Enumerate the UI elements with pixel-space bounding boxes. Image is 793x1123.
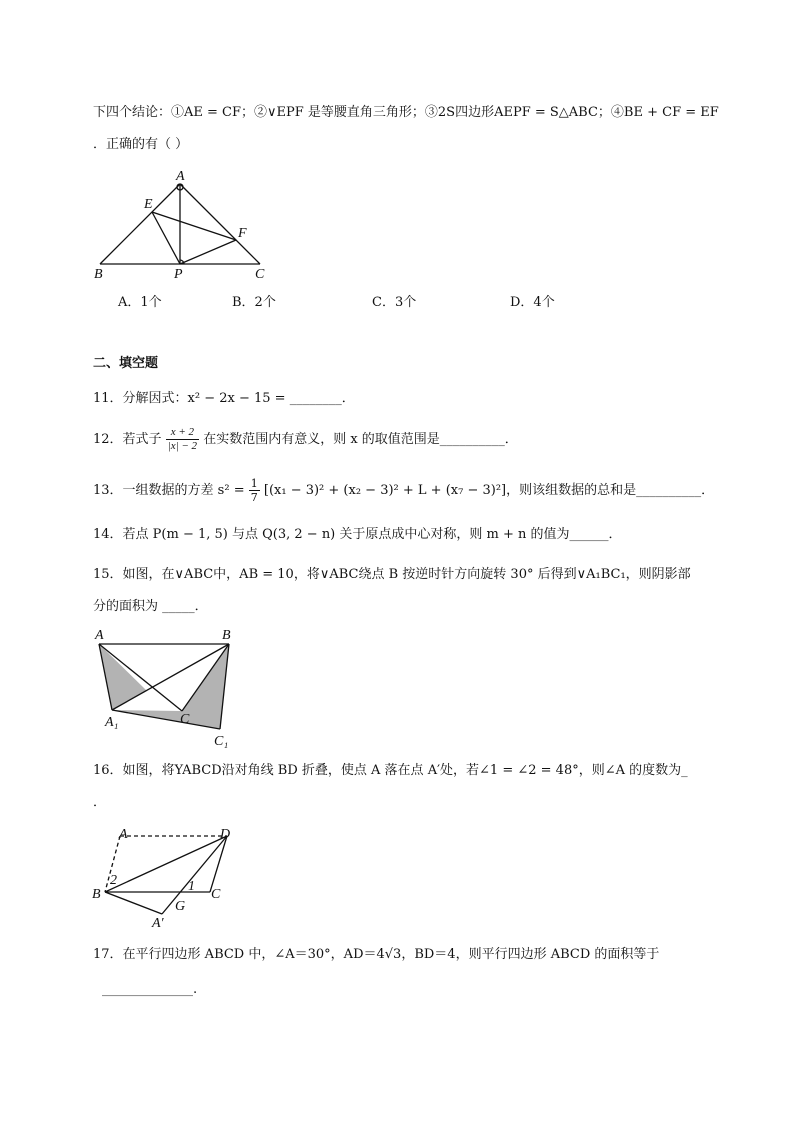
q16-label-2: 2 <box>110 873 117 888</box>
q15-label-B: B <box>222 628 231 643</box>
q16-label-A-prime: A′ <box>152 916 164 930</box>
q16-line1: 16．如图，将YABCD沿对角线 BD 折叠，使点 A 落在点 A′处，若∠1 = ∠2 = 48°，则∠A 的度数为_ <box>93 763 688 778</box>
q12-suffix: 在实数范围内有意义，则 x 的取值范围是__________． <box>203 432 518 447</box>
q15-figure <box>92 626 242 750</box>
q13-prefix: 13．一组数据的方差 s² = <box>93 483 245 498</box>
q11-text: 11．分解因式：x² − 2x − 15 = ________． <box>93 391 355 406</box>
q10-figure <box>92 168 277 280</box>
q16-label-A: A <box>119 827 128 842</box>
q15-label-A: A <box>95 628 104 643</box>
q16-label-1: 1 <box>188 879 195 894</box>
q15-label-A1: A₁ <box>105 715 119 730</box>
q16-label-C: C <box>211 887 221 902</box>
q10-label-A: A <box>176 169 185 184</box>
q10-option-d: D．4个 <box>510 295 555 310</box>
q16-label-D: D <box>220 827 231 842</box>
q16-label-B: B <box>92 887 101 902</box>
q13-fraction <box>249 477 260 504</box>
q15-line1: 15．如图，在∨ABC中，AB = 10，将∨ABC绕点 B 按逆时针方向旋转 30° 后得到∨A₁BC₁，则阴影部 <box>93 567 691 582</box>
q13-line <box>93 477 714 505</box>
q14-text: 14．若点 P(m − 1, 5) 与点 Q(3, 2 − n) 关于原点成中心对称，则 m + n 的值为______． <box>93 527 622 542</box>
q16-label-G: G <box>175 899 186 914</box>
q13-suffix: [(x₁ − 3)² + (x₂ − 3)² + L + (x₇ − 3)²]，则该组数据的总和是__________． <box>263 483 715 498</box>
q10-option-c: C．3个 <box>372 295 417 310</box>
q10-statement: 下四个结论：①AE = CF；②∨EPF 是等腰直角三角形；③2S四边形AEPF = S△ABC；④BE + CF = EF <box>93 105 719 120</box>
q12-numerator: x + 2 <box>166 426 199 440</box>
q10-label-P: P <box>174 267 183 280</box>
q10-label-B: B <box>94 267 103 280</box>
q10-option-a: A．1个 <box>118 295 162 310</box>
q10-label-E: E <box>144 197 153 212</box>
q12-fraction <box>166 426 199 453</box>
q10-option-b: B．2个 <box>232 295 276 310</box>
q16-figure <box>92 822 242 930</box>
q12-line <box>93 426 518 454</box>
q17-line1: 17．在平行四边形 ABCD 中，∠A＝30°，AD＝4√3，BD＝4，则平行四边形 ABCD 的面积等于 <box>93 947 660 962</box>
q15-label-C: C <box>180 712 190 727</box>
q17-line2: ______________. <box>102 982 198 997</box>
q13-denominator: 7 <box>250 491 258 504</box>
q12-denominator: |x| − 2 <box>167 440 198 452</box>
q13-numerator: 1 <box>250 477 258 490</box>
q15-line2: 分的面积为 _____． <box>93 599 208 614</box>
q10-tail: ．正确的有（ ） <box>93 137 189 152</box>
q16-line2: ． <box>93 795 107 810</box>
q10-label-C: C <box>255 267 265 280</box>
q12-prefix: 12．若式子 <box>93 432 162 447</box>
q15-label-C1: C₁ <box>214 734 229 749</box>
section-title: 二、填空题 <box>93 356 159 371</box>
q10-label-F: F <box>238 226 247 241</box>
